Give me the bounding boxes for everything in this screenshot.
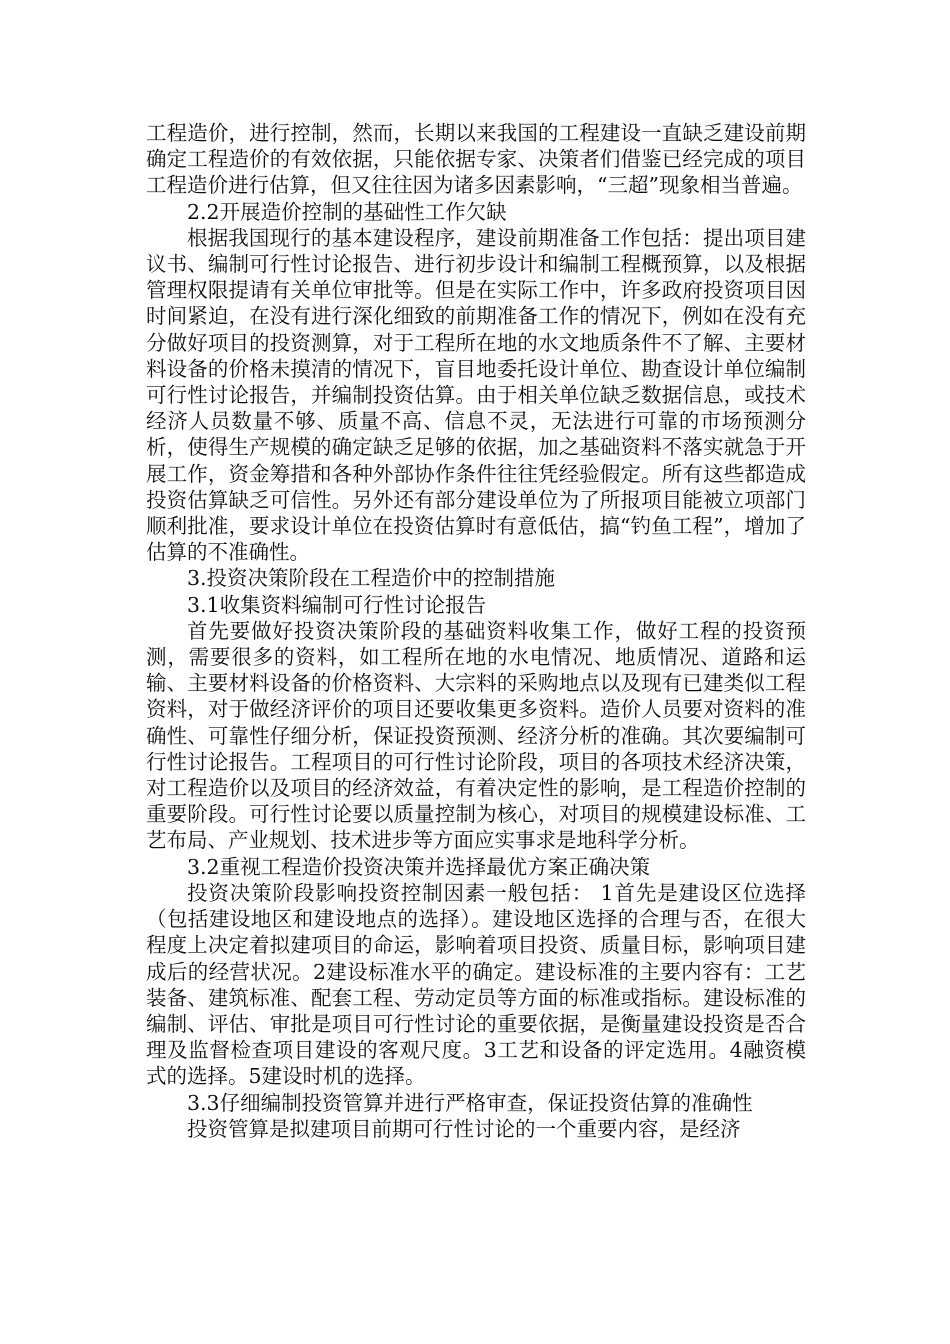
paragraph-2-2-body: 根据我国现行的基本建设程序，建设前期准备工作包括：提出项目建议书、编制可行性讨论报告、进行初步设计和编制工程概预算，以及根据管理权限提请有关单位审批等。但是在实际工作中，许多政府投资项目因时间紧迫，在没有进行深化细致的前期准备工作的情况下，例如在没有充分做好项目的投资测算，对于工程所在地的水文地质条件不了解、主要材料设备的价格未摸清的情况下，盲目地委托设计单位、勘查设计单位编制可行性讨论报告，并编制投资估算。由于相关单位缺乏数据信息，或技术经济人员数量不够、质量不高、信息不灵，无法进行可靠的市场预测分析，使得生产规模的确定缺乏足够的依据，加之基础资料不落实就急于开展工作，资金筹措和各种外部协作条件往往凭经验假定。所有这些都造成投资估算缺乏可信性。另外还有部分建设单位为了所报项目能被立项部门顺利批准，要求设计单位在投资估算时有意低估，搞“钓鱼工程”，增加了估算的不准确性。 [146,225,806,565]
section-heading-3-1: 3.1收集资料编制可行性讨论报告 [187,592,487,617]
paragraph-3-1-body: 首先要做好投资决策阶段的基础资料收集工作，做好工程的投资预测，需要很多的资料，如工程所在地的水电情况、地质情况、道路和运输、主要材料设备的价格资料、大宗料的采购地点以及现有已建类似工程资料，对于做经济评价的项目还要收集更多资料。造价人员要对资料的准确性、可靠性仔细分析，保证投资预测、经济分析的准确。其次要编制可行性讨论报告。工程项目的可行性讨论阶段，项目的各项技术经济决策，对工程造价以及项目的经济效益，有着决定性的影响，是工程造价控制的重要阶段。可行性讨论要以质量控制为核心，对项目的规模建设标准、工艺布局、产业规划、技术进步等方面应实事求是地科学分析。 [146,618,806,853]
section-heading-2-2: 2.2开展造价控制的基础性工作欠缺 [187,199,507,224]
document-page [146,120,806,1142]
section-heading-3-3: 3.3仔细编制投资管算并进行严格审查，保证投资估算的准确性 [187,1090,753,1115]
paragraph-intro-continued: 工程造价，进行控制，然而，长期以来我国的工程建设一直缺乏建设前期确定工程造价的有效依据，只能依据专家、决策者们借鉴已经完成的项目工程造价进行估算，但又往往因为诸多因素影响，“三超”现象相当普遍。 [146,121,806,198]
paragraph-3-3-body: 投资管算是拟建项目前期可行性讨论的一个重要内容，是经济 [187,1116,741,1141]
paragraph-3-2-body: 投资决策阶段影响投资控制因素一般包括： 1首先是建设区位选择（包括建设地区和建设地点的选择）。建设地区选择的合理与否，在很大程度上决定着拟建项目的命运，影响着项目投资、质量目标，影响项目建成后的经营状况。2建设标准水平的确定。建设标准的主要内容有：工艺装备、建筑标准、配套工程、劳动定员等方面的标准或指标。建设标准的编制、评估、审批是项目可行性讨论的重要依据，是衡量建设投资是否合理及监督检查项目建设的客观尺度。3工艺和设备的评定选用。4融资模式的选择。5建设时机的选择。 [146,880,806,1089]
section-heading-3-2: 3.2重视工程造价投资决策并选择最优方案正确决策 [187,854,651,879]
section-heading-3: 3.投资决策阶段在工程造价中的控制措施 [187,566,556,591]
